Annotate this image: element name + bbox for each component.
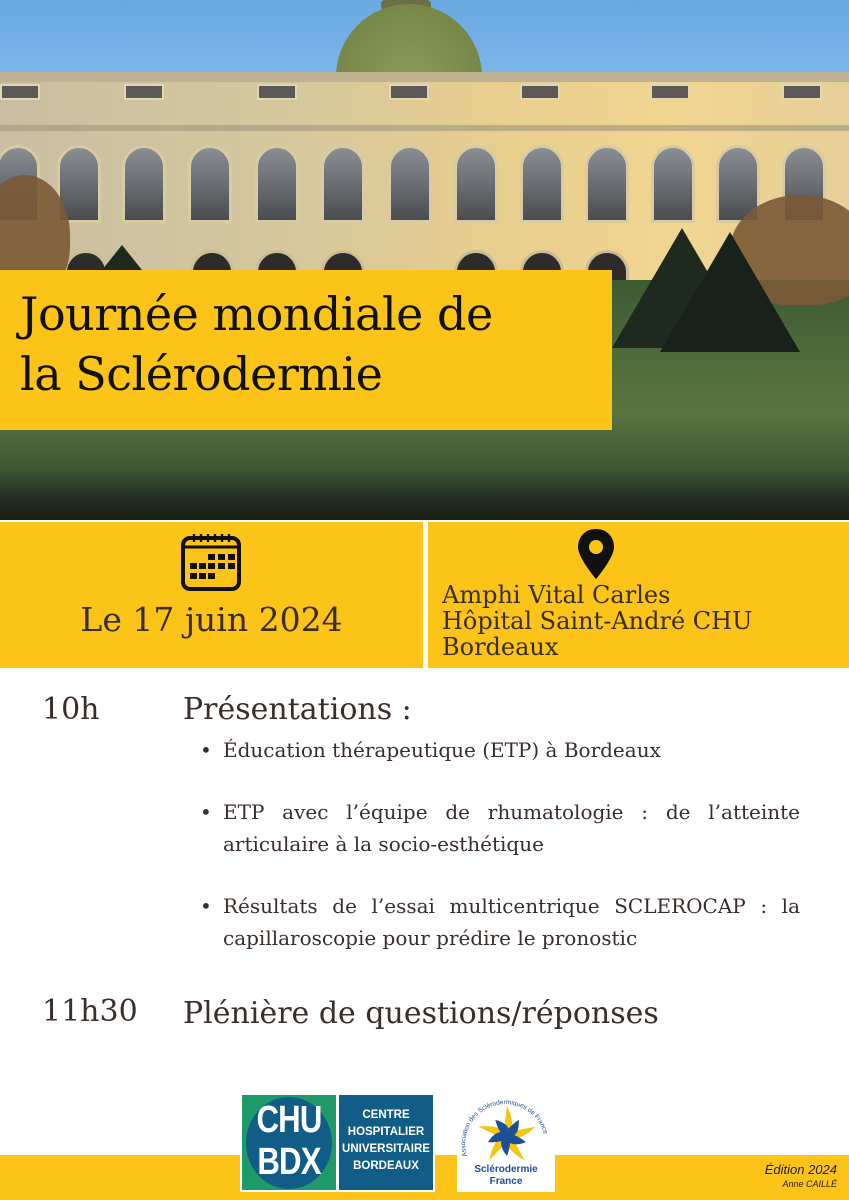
chu-mark-line: CHU xyxy=(256,1099,322,1141)
chu-name-line: BORDEAUX xyxy=(353,1160,419,1172)
info-band xyxy=(0,522,849,668)
chu-name-line: UNIVERSITAIRE xyxy=(342,1143,430,1155)
sf-name-line: France xyxy=(489,1176,523,1187)
venue-address xyxy=(442,582,752,660)
location-panel xyxy=(428,522,849,668)
date-panel xyxy=(0,522,423,668)
arch-window xyxy=(188,145,232,223)
arch-window xyxy=(520,145,564,223)
attic-window xyxy=(389,84,429,100)
pinwheel-star-icon xyxy=(475,1104,539,1168)
list-item: • Résultats de l’essai multicentrique SCLEROCAP : la capillaroscopie pour prédire le pronostic xyxy=(200,890,800,954)
attic-window xyxy=(0,84,40,100)
list-item: • Éducation thérapeutique (ETP) à Bordeaux xyxy=(200,734,800,766)
chu-mark xyxy=(242,1095,336,1190)
cornice xyxy=(0,72,849,82)
arch-window xyxy=(321,145,365,223)
facade-band xyxy=(0,125,849,131)
calendar-icon xyxy=(180,530,242,592)
arch-window xyxy=(454,145,498,223)
presentation-list xyxy=(200,734,800,984)
venue-line: Bordeaux xyxy=(442,633,559,661)
edition-credit xyxy=(765,1162,837,1191)
program-title: Plénière de questions/réponses xyxy=(183,996,659,1031)
arch-window xyxy=(388,145,432,223)
svg-text:Association des Sclérodermique: Association des Sclérodermiques de France xyxy=(460,1099,549,1158)
arch-window xyxy=(651,145,695,223)
sf-name-line: Sclérodermie xyxy=(474,1164,538,1175)
photo-shadow xyxy=(0,470,849,520)
attic-window xyxy=(782,84,822,100)
chu-bordeaux-logo xyxy=(240,1093,435,1192)
arch-window xyxy=(255,145,299,223)
edition-label: Édition 2024 xyxy=(764,1162,837,1177)
program-time: 10h xyxy=(42,692,100,727)
map-pin-icon xyxy=(576,528,616,580)
event-title-line-1: Journée mondiale de xyxy=(20,287,493,341)
venue-line: Hôpital Saint-André CHU xyxy=(442,607,753,635)
arch-window xyxy=(585,145,629,223)
attic-window xyxy=(257,84,297,100)
author-name: Anne CAILLÉ xyxy=(782,1179,837,1189)
arch-window xyxy=(122,145,166,223)
chu-name-line: CENTRE xyxy=(362,1109,410,1121)
event-title-line-2: la Sclérodermie xyxy=(20,347,383,401)
attic-window xyxy=(520,84,560,100)
attic-window xyxy=(124,84,164,100)
event-date: Le 17 juin 2024 xyxy=(80,600,343,639)
chu-name-line: HOSPITALIER xyxy=(347,1126,425,1138)
sf-name xyxy=(457,1164,555,1188)
chu-mark-line: BDX xyxy=(257,1141,321,1183)
topiary xyxy=(660,232,800,352)
title-box xyxy=(0,270,612,430)
venue-line: Amphi Vital Carles xyxy=(442,581,671,609)
program-time: 11h30 xyxy=(42,994,138,1029)
sclerodermie-france-logo xyxy=(457,1088,555,1192)
program-title: Présentations : xyxy=(183,692,412,727)
attic-window xyxy=(650,84,690,100)
chu-name xyxy=(339,1095,433,1190)
hero-photo xyxy=(0,0,849,520)
chu-mark-text xyxy=(250,1099,327,1183)
list-item: • ETP avec l’équipe de rhumatologie : de l’atteinte articulaire à la socio-esthétique xyxy=(200,796,800,860)
